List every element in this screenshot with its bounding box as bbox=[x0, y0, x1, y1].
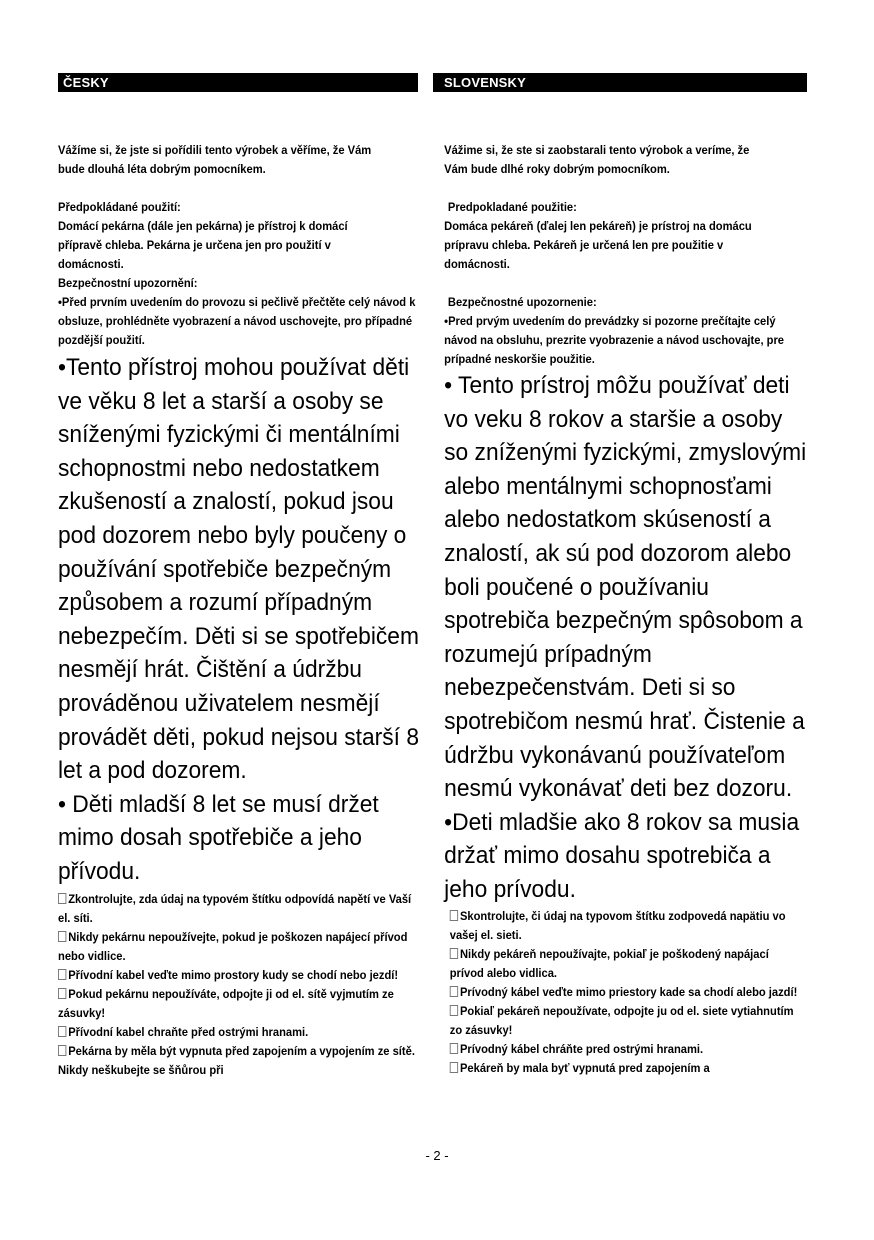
checkbox-glyph-icon bbox=[58, 1026, 66, 1037]
list-item: Pokiaľ pekáreň nepoužívate, odpojte ju od el. siete vytiahnutím zo zásuvky! bbox=[449, 1003, 794, 1037]
list-item: Nikdy pekárnu nepoužívejte, pokud je poškozen napájecí přívod nebo vidlice. bbox=[58, 929, 408, 963]
slovak-column bbox=[433, 73, 807, 1078]
checkbox-glyph-icon bbox=[450, 948, 458, 959]
list-item: Nikdy pekáreň nepoužívajte, pokiaľ je poškodený napájací prívod alebo vidlica. bbox=[449, 946, 769, 980]
checkbox-glyph-icon bbox=[450, 1062, 458, 1073]
czech-warning-under8: • Děti mladší 8 let se musí držet mimo dosah spotřebiče a jeho přívodu. bbox=[58, 790, 379, 885]
list-item: Přívodní kabel veďte mimo prostory kudy se chodí nebo jezdí! bbox=[58, 966, 420, 985]
list-item: Prívodný kábel chráňte pred ostrými hranami. bbox=[450, 1040, 803, 1059]
slovak-safety-title: Bezpečnostné upozornenie: bbox=[447, 295, 597, 309]
czech-header: ČESKY bbox=[58, 73, 418, 92]
checkbox-glyph-icon bbox=[58, 988, 66, 999]
checkbox-glyph-icon bbox=[450, 1043, 458, 1054]
slovak-intro: Vážime si, že ste si zaobstarali tento výrobok a veríme, že Vám bude dlhé roky dobrým pomocníkom. bbox=[444, 143, 750, 176]
czech-safety-first: •Před prvním uvedením do provozu si pečlivě přečtěte celý návod k obsluze, prohlédněte vyobrazení a návod uschovejte, pro případné pozdější použití. bbox=[58, 295, 416, 347]
checkbox-glyph-icon bbox=[58, 931, 66, 942]
list-item: Přívodní kabel chraňte před ostrými hranami. bbox=[58, 1023, 420, 1042]
slovak-items bbox=[433, 907, 803, 1078]
list-item: Pekárna by měla být vypnuta před zapojením a vypojením ze sítě. Nikdy neškubejte se šňůrou při bbox=[58, 1043, 415, 1077]
slovak-use-title: Predpokladané použitie: bbox=[447, 200, 577, 214]
czech-items bbox=[58, 890, 420, 1080]
checkbox-glyph-icon bbox=[58, 1045, 66, 1056]
slovak-warning-children: • Tento prístroj môžu používať deti vo veku 8 rokov a staršie a osoby so zníženými fyzickými, zmyslovými alebo mentálnymi schopnosťami alebo nedostatkom skúseností a znalostí, ak sú pod dozorom alebo boli poučené o používaniu spotrebiča bezpečným spôsobom a rozumejú prípadným nebezpečenstvám. Deti si so spotrebičom nesmú hrať. Čistenie a údržbu vykonávanú používateľom nesmú vykonávať deti bez dozoru. bbox=[444, 372, 807, 803]
list-item: Pokud pekárnu nepoužíváte, odpojte ji od el. sítě vyjmutím ze zásuvky! bbox=[58, 986, 394, 1020]
czech-use-title: Předpokládané použití: bbox=[58, 200, 181, 214]
list-item: Skontrolujte, či údaj na typovom štítku zodpovedá napätiu vo vašej el. sieti. bbox=[449, 908, 786, 942]
list-item: Zkontrolujte, zda údaj na typovém štítku odpovídá napětí ve Vaší el. síti. bbox=[58, 891, 412, 925]
checkbox-glyph-icon bbox=[58, 969, 66, 980]
slovak-use-text: Domáca pekáreň (ďalej len pekáreň) je prístroj na domácu prípravu chleba. Pekáreň je určená len pre použitie v domácnosti. bbox=[444, 219, 752, 271]
czech-column bbox=[58, 73, 418, 1080]
czech-warning-children: •Tento přístroj mohou používat děti ve věku 8 let a starší a osoby se sníženými fyzickými či mentálními schopnostmi nebo nedostatkem zkušeností a znalostí, pokud jsou pod dozorem nebo byly poučeny o používání spotřebiče bezpečným způsobem a rozumí případným nebezpečím. Děti si se spotřebičem nesmějí hrát. Čištění a údržbu prováděnou uživatelem nesmějí provádět děti, pokud nejsou starší 8 let a pod dozorem. bbox=[58, 354, 419, 785]
slovak-warning-under8: •Deti mladšie ako 8 rokov sa musia držať mimo dosahu spotrebiča a jeho prívodu. bbox=[444, 808, 800, 903]
checkbox-glyph-icon bbox=[450, 986, 458, 997]
czech-safety-title: Bezpečnostní upozornění: bbox=[58, 276, 198, 290]
list-item: Prívodný kábel veďte mimo priestory kade sa chodí alebo jazdí! bbox=[450, 983, 803, 1002]
list-item: Pekáreň by mala byť vypnutá pred zapojením a bbox=[450, 1059, 803, 1078]
checkbox-glyph-icon bbox=[450, 910, 458, 921]
czech-intro: Vážíme si, že jste si pořídili tento výrobek a věříme, že Vám bude dlouhá léta dobrým pomocníkem. bbox=[58, 143, 372, 176]
czech-use-text: Domácí pekárna (dále jen pekárna) je přístroj k domácí přípravě chleba. Pekárna je určena jen pro použití v domácnosti. bbox=[58, 219, 348, 271]
checkbox-glyph-icon bbox=[58, 893, 66, 904]
checkbox-glyph-icon bbox=[450, 1005, 458, 1016]
slovak-safety-first: •Pred prvým uvedením do prevádzky si pozorne prečítajte celý návod na obsluhu, prezrite vyobrazenie a návod uschovajte, pre prípadné neskoršie použitie. bbox=[444, 314, 785, 366]
slovak-header: SLOVENSKY bbox=[433, 73, 807, 92]
page-number: - 2 - bbox=[425, 1148, 449, 1163]
